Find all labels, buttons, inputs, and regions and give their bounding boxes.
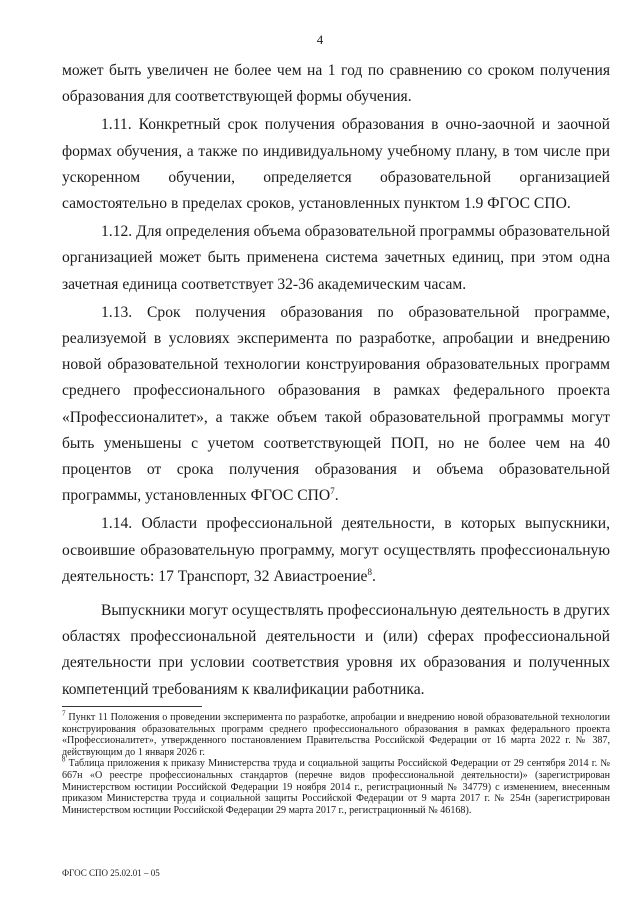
- paragraph-period: .: [334, 487, 339, 505]
- paragraph-text: 1.14. Области профессиональной деятельности, в которых выпускники, освоившие образовательную программу, могут осуществлять профессиональную деятельность: 17 Транспорт, 32 Авиастроение: [62, 515, 610, 585]
- footnotes: [62, 709, 610, 816]
- page-number: 4: [316, 32, 324, 47]
- footnote-ref-8: 8: [367, 566, 372, 577]
- paragraph-1-11: [62, 112, 610, 217]
- paragraph-text: 1.13. Срок получения образования по образовательной программе, реализуемой в условиях эксперимента по разработке, апробации и внедрению новой образовательной технологии конструирования образовательных программ среднего профессионального образования в рамках федерального проекта «Профессионалитет», а также объем такой образовательной программы могут быть уменьшены с учетом соответствующей ПОП, но не более чем на 40 процентов от срока получения образования и объема образовательной программы, установленных ФГОС СПО: [62, 303, 610, 505]
- document-code: ФГОС СПО 25.02.01 – 05: [62, 868, 160, 878]
- paragraph-1-13: [62, 300, 610, 510]
- paragraph-text: 1.12. Для определения объема образовательной программы образовательной организацией может быть применена система зачетных единиц, при этом одна зачетная единица соответствует 32-36 академическим часам.: [62, 223, 610, 293]
- footnote-7: [62, 709, 610, 758]
- paragraph-graduates: [62, 598, 610, 703]
- main-text: [62, 58, 610, 703]
- footnote-marker: 7: [62, 709, 66, 718]
- paragraph-text: может быть увеличен не более чем на 1 год по сравнению со сроком получения образования для соответствующей формы обучения.: [62, 62, 610, 106]
- paragraph-1-14: [62, 511, 610, 590]
- footnote-separator: [62, 706, 202, 707]
- footnote-text: Пункт 11 Положения о проведении эксперимента по разработке, апробации и внедрению новой образовательной технологии конструирования образовательных программ среднего профессионального образования в рамках федерального проекта «Профессионалитет», утвержденного постановлением Правительства Российской Федерации от 16 марта 2022 г. № 387, действующим до 1 января 2026 г.: [62, 712, 610, 758]
- paragraph-1-12: [62, 219, 610, 298]
- footnote-marker: 8: [62, 756, 66, 765]
- paragraph-text: Выпускники могут осуществлять профессиональную деятельность в других областях профессиональной деятельности и (или) сферах профессиональной деятельности при условии соответствия уровня их образования и полученных компетенций требованиям к квалификации работника.: [62, 602, 610, 698]
- paragraph-continuation: [62, 58, 610, 110]
- footnote-ref-7: 7: [330, 486, 335, 497]
- paragraph-text: 1.11. Конкретный срок получения образования в очно-заочной и заочной формах обучения, а также по индивидуальному учебному плану, в том числе при ускоренном обучении, определяется образовательной организацией самостоятельно в пределах сроков, установленных пунктом 1.9 ФГОС СПО.: [62, 116, 610, 213]
- paragraph-period: .: [371, 567, 376, 585]
- footnote-8: [62, 758, 610, 816]
- footnote-text: Таблица приложения к приказу Министерства труда и социальной защиты Российской Федерации от 29 сентября 2014 г. № 667н «О реестре профессиональных стандартов (перечне видов профессиональной деятельности)» (зарегистрирован Министерством юстиции Российской Федерации 19 ноября 2014 г., регистрационный № 34779) с изменением, внесенным приказом Министерства труда и социальной защиты Российской Федерации от 9 марта 2017 г. № 254н (зарегистрирован Министерством юстиции Российской Федерации 29 марта 2017 г., регистрационный № 46168).: [62, 758, 610, 816]
